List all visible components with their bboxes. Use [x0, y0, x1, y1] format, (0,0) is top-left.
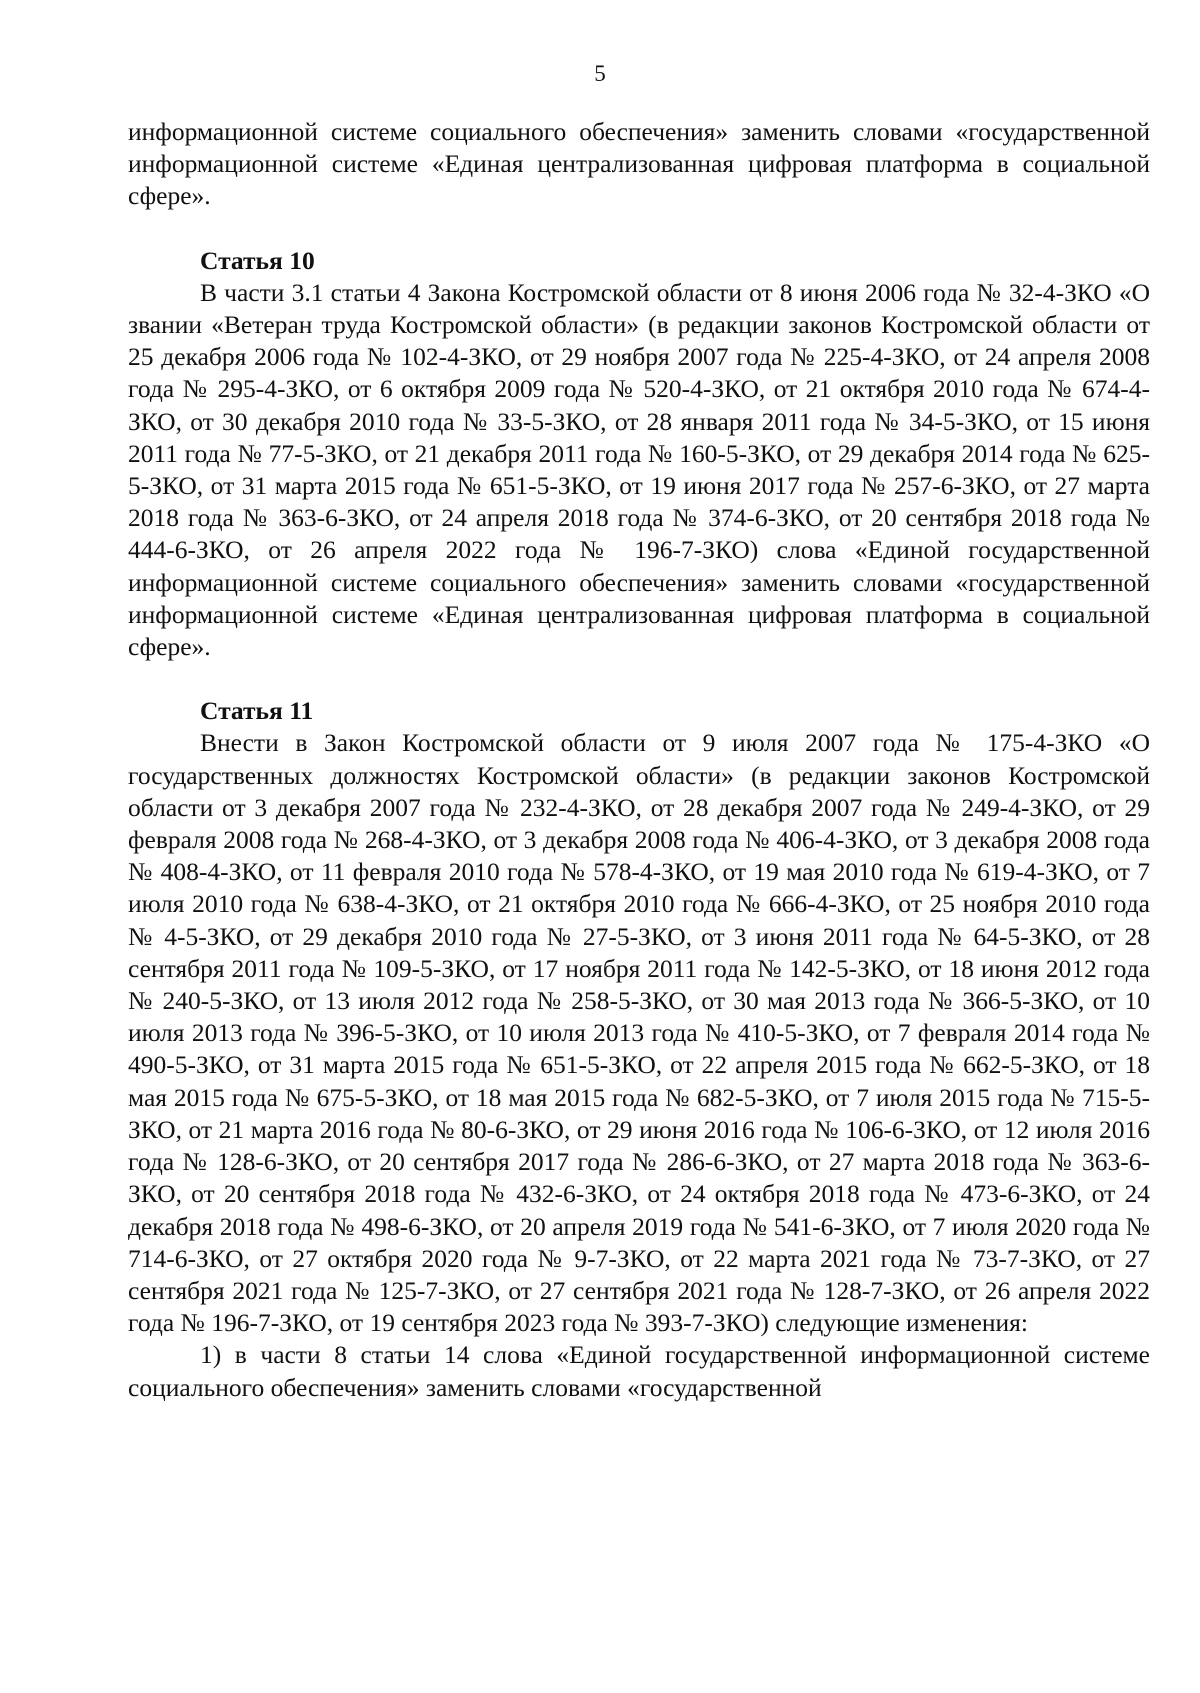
article-11-item-1: 1) в части 8 статьи 14 слова «Единой государственной информационной системе социального обеспечения» заменить словами «государственной: [128, 1340, 1150, 1402]
page-number: 5: [594, 61, 606, 86]
article-10-heading: Статья 10: [200, 245, 315, 275]
paragraph-gap: [128, 213, 1150, 245]
document-body: [128, 116, 1150, 1404]
article-11-text: Внести в Закон Костромской области от 9 июля 2007 года № 175-4-ЗКО «О государственных должностях Костромской области» (в редакции законов Костромской области от 3 декабря 2007 года № 232-4-ЗКО, от 28 декабря 2007 года № 249-4-ЗКО, от 29 февраля 2008 года № 268-4-ЗКО, от 3 декабря 2008 года № 406-4-ЗКО, от 3 декабря 2008 года № 408-4-ЗКО, от 11 февраля 2010 года № 578-4-ЗКО, от 19 мая 2010 года № 619-4-ЗКО, от 7 июля 2010 года № 638-4-ЗКО, от 21 октября 2010 года № 666-4-ЗКО, от 25 ноября 2010 года № 4-5-ЗКО, от 29 декабря 2010 года № 27-5-ЗКО, от 3 июня 2011 года № 64-5-ЗКО, от 28 сентября 2011 года № 109-5-ЗКО, от 17 ноября 2011 года № 142-5-ЗКО, от 18 июня 2012 года № 240-5-ЗКО, от 13 июля 2012 года № 258-5-ЗКО, от 30 мая 2013 года № 366-5-ЗКО, от 10 июля 2013 года № 396-5-ЗКО, от 10 июля 2013 года № 410-5-ЗКО, от 7 февраля 2014 года № 490-5-ЗКО, от 31 марта 2015 года № 651-5-ЗКО, от 22 апреля 2015 года № 662-5-ЗКО, от 18 мая 2015 года № 675-5-ЗКО, от 18 мая 2015 года № 682-5-ЗКО, от 7 июля 2015 года № 715-5-ЗКО, от 21 марта 2016 года № 80-6-ЗКО, от 29 июня 2016 года № 106-6-ЗКО, от 12 июля 2016 года № 128-6-ЗКО, от 20 сентября 2017 года № 286-6-ЗКО, от 27 марта 2018 года № 363-6-ЗКО, от 20 сентября 2018 года № 432-6-ЗКО, от 24 октября 2018 года № 473-6-ЗКО, от 24 декабря 2018 года № 498-6-ЗКО, от 20 апреля 2019 года № 541-6-ЗКО, от 7 июля 2020 года № 714-6-ЗКО, от 27 октября 2020 года № 9-7-ЗКО, от 22 марта 2021 года № 73-7-ЗКО, от 27 сентября 2021 года № 125-7-ЗКО, от 27 сентября 2021 года № 128-7-ЗКО, от 26 апреля 2022 года № 196-7-ЗКО, от 19 сентября 2023 года № 393-7-ЗКО) следующие изменения:: [128, 728, 1150, 1338]
paragraph-gap: [128, 663, 1150, 695]
article-10-text: В части 3.1 статьи 4 Закона Костромской области от 8 июня 2006 года № 32-4-ЗКО «О звании «Ветеран труда Костромской области» (в редакции законов Костромской области от 25 декабря 2006 года № 102-4-ЗКО, от 29 ноября 2007 года № 225-4-ЗКО, от 24 апреля 2008 года № 295-4-ЗКО, от 6 октября 2009 года № 520-4-ЗКО, от 21 октября 2010 года № 674-4-ЗКО, от 30 декабря 2010 года № 33-5-ЗКО, от 28 января 2011 года № 34-5-ЗКО, от 15 июня 2011 года № 77-5-ЗКО, от 21 декабря 2011 года № 160-5-ЗКО, от 29 декабря 2014 года № 625-5-ЗКО, от 31 марта 2015 года № 651-5-ЗКО, от 19 июня 2017 года № 257-6-ЗКО, от 27 марта 2018 года № 363-6-ЗКО, от 24 апреля 2018 года № 374-6-ЗКО, от 20 сентября 2018 года № 444-6-ЗКО, от 26 апреля 2022 года № 196-7-ЗКО) слова «Единой государственной информационной системе социального обеспечения» заменить словами «государственной информационной системе «Единая централизованная цифровая платформа в социальной сфере».: [128, 277, 1150, 662]
article-11-heading: Статья 11: [200, 696, 314, 726]
continuation-paragraph: информационной системе социального обеспечения» заменить словами «государственной информационной системе «Единая централизованная цифровая платформа в социальной сфере».: [128, 117, 1150, 211]
